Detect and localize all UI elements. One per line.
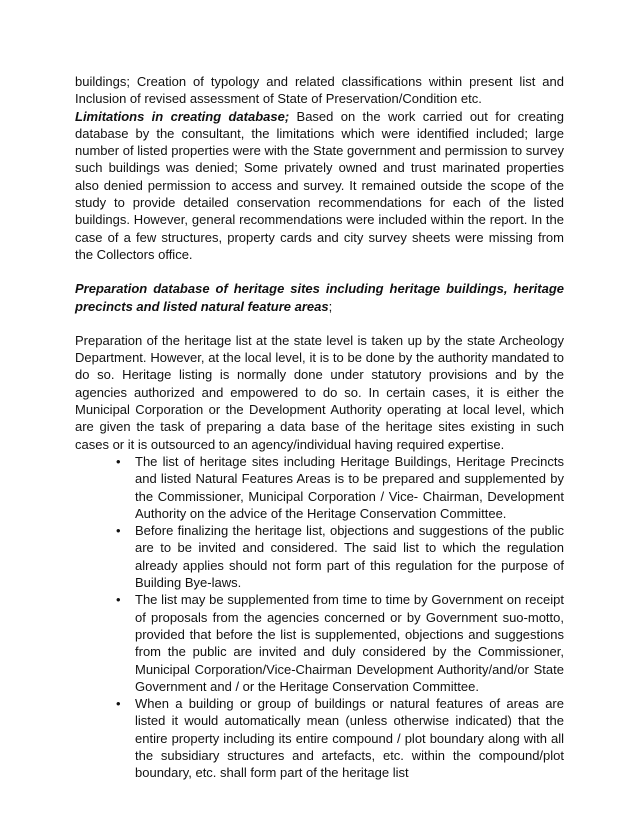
bullet-icon: • bbox=[116, 523, 121, 539]
preparation-heading-paragraph bbox=[75, 280, 564, 315]
bullet-icon: • bbox=[116, 453, 121, 469]
list-item bbox=[75, 591, 564, 695]
list-item bbox=[75, 522, 564, 591]
bullet-icon: • bbox=[116, 592, 121, 608]
limitations-text: Based on the work carried out for creating database by the consultant, the limitations which were identified included; large number of listed properties were with the State government and permission to survey such buildings was denied; Some privately owned and trust marinated properties also denied permission to access and survey. It remained outside the scope of the study to provide detailed conservation recommendations for each of the listed buildings. However, general recommendations were included within the report. In the case of a few structures, property cards and city survey sheets were missing from the Collectors office. bbox=[75, 108, 564, 262]
preparation-heading: Preparation database of heritage sites including heritage buildings, heritage precincts and listed natural feature areas bbox=[75, 281, 564, 314]
preparation-heading-suffix: ; bbox=[328, 298, 333, 314]
continuation-paragraph: buildings; Creation of typology and related classifications within present list and Inclusion of revised assessment of State of Preservation/Condition etc. bbox=[75, 74, 564, 107]
preparation-paragraph: Preparation of the heritage list at the state level is taken up by the state Archeology Department. However, at the local level, it is to be done by the authority mandated to do so. Heritage listing is normally done under statutory provisions and by the agencies authorized and empowered to do so. In certain cases, it is either the Municipal Corporation or the Development Authority operating at local level, which are given the task of preparing a data base of the heritage sites existing in such cases or it is outsourced to an agency/individual having required expertise. bbox=[75, 332, 564, 452]
limitations-paragraph bbox=[75, 108, 564, 264]
list-item-text: The list of heritage sites including Heritage Buildings, Heritage Precincts and listed Natural Features Areas is to be prepared and supplemented by the Commissioner, Municipal Corporation / Vice- Chairman, Development Authority on the advice of the Heritage Conservation Committee. bbox=[135, 453, 564, 521]
list-item-text: When a building or group of buildings or natural features of areas are listed it would automatically mean (unless otherwise indicated) that the entire property including its entire compound / plot boundary along with all the subsidiary structures and artefacts, etc. within the compound/plot boundary, etc. shall form part of the heritage list bbox=[135, 696, 564, 781]
bullet-icon: • bbox=[116, 696, 121, 712]
list-item bbox=[75, 453, 564, 522]
list-item bbox=[75, 695, 564, 781]
list-item-text: The list may be supplemented from time to time by Government on receipt of proposals from the agencies concerned or by Government suo-motto, provided that before the list is supplemented, objections and suggestions from the public are invited and duly considered by the Commissioner, Municipal Corporation/Vice-Chairman Development Authority/and/or State Government and / or the Heritage Conservation Committee. bbox=[135, 592, 564, 694]
heritage-list-bullets bbox=[75, 453, 564, 782]
document-body bbox=[75, 73, 564, 782]
limitations-heading: Limitations in creating database; bbox=[75, 108, 290, 124]
list-item-text: Before finalizing the heritage list, objections and suggestions of the public are to be invited and considered. The said list to which the regulation already applies should not form part of this regulation for the purpose of Building Bye-laws. bbox=[135, 523, 564, 591]
